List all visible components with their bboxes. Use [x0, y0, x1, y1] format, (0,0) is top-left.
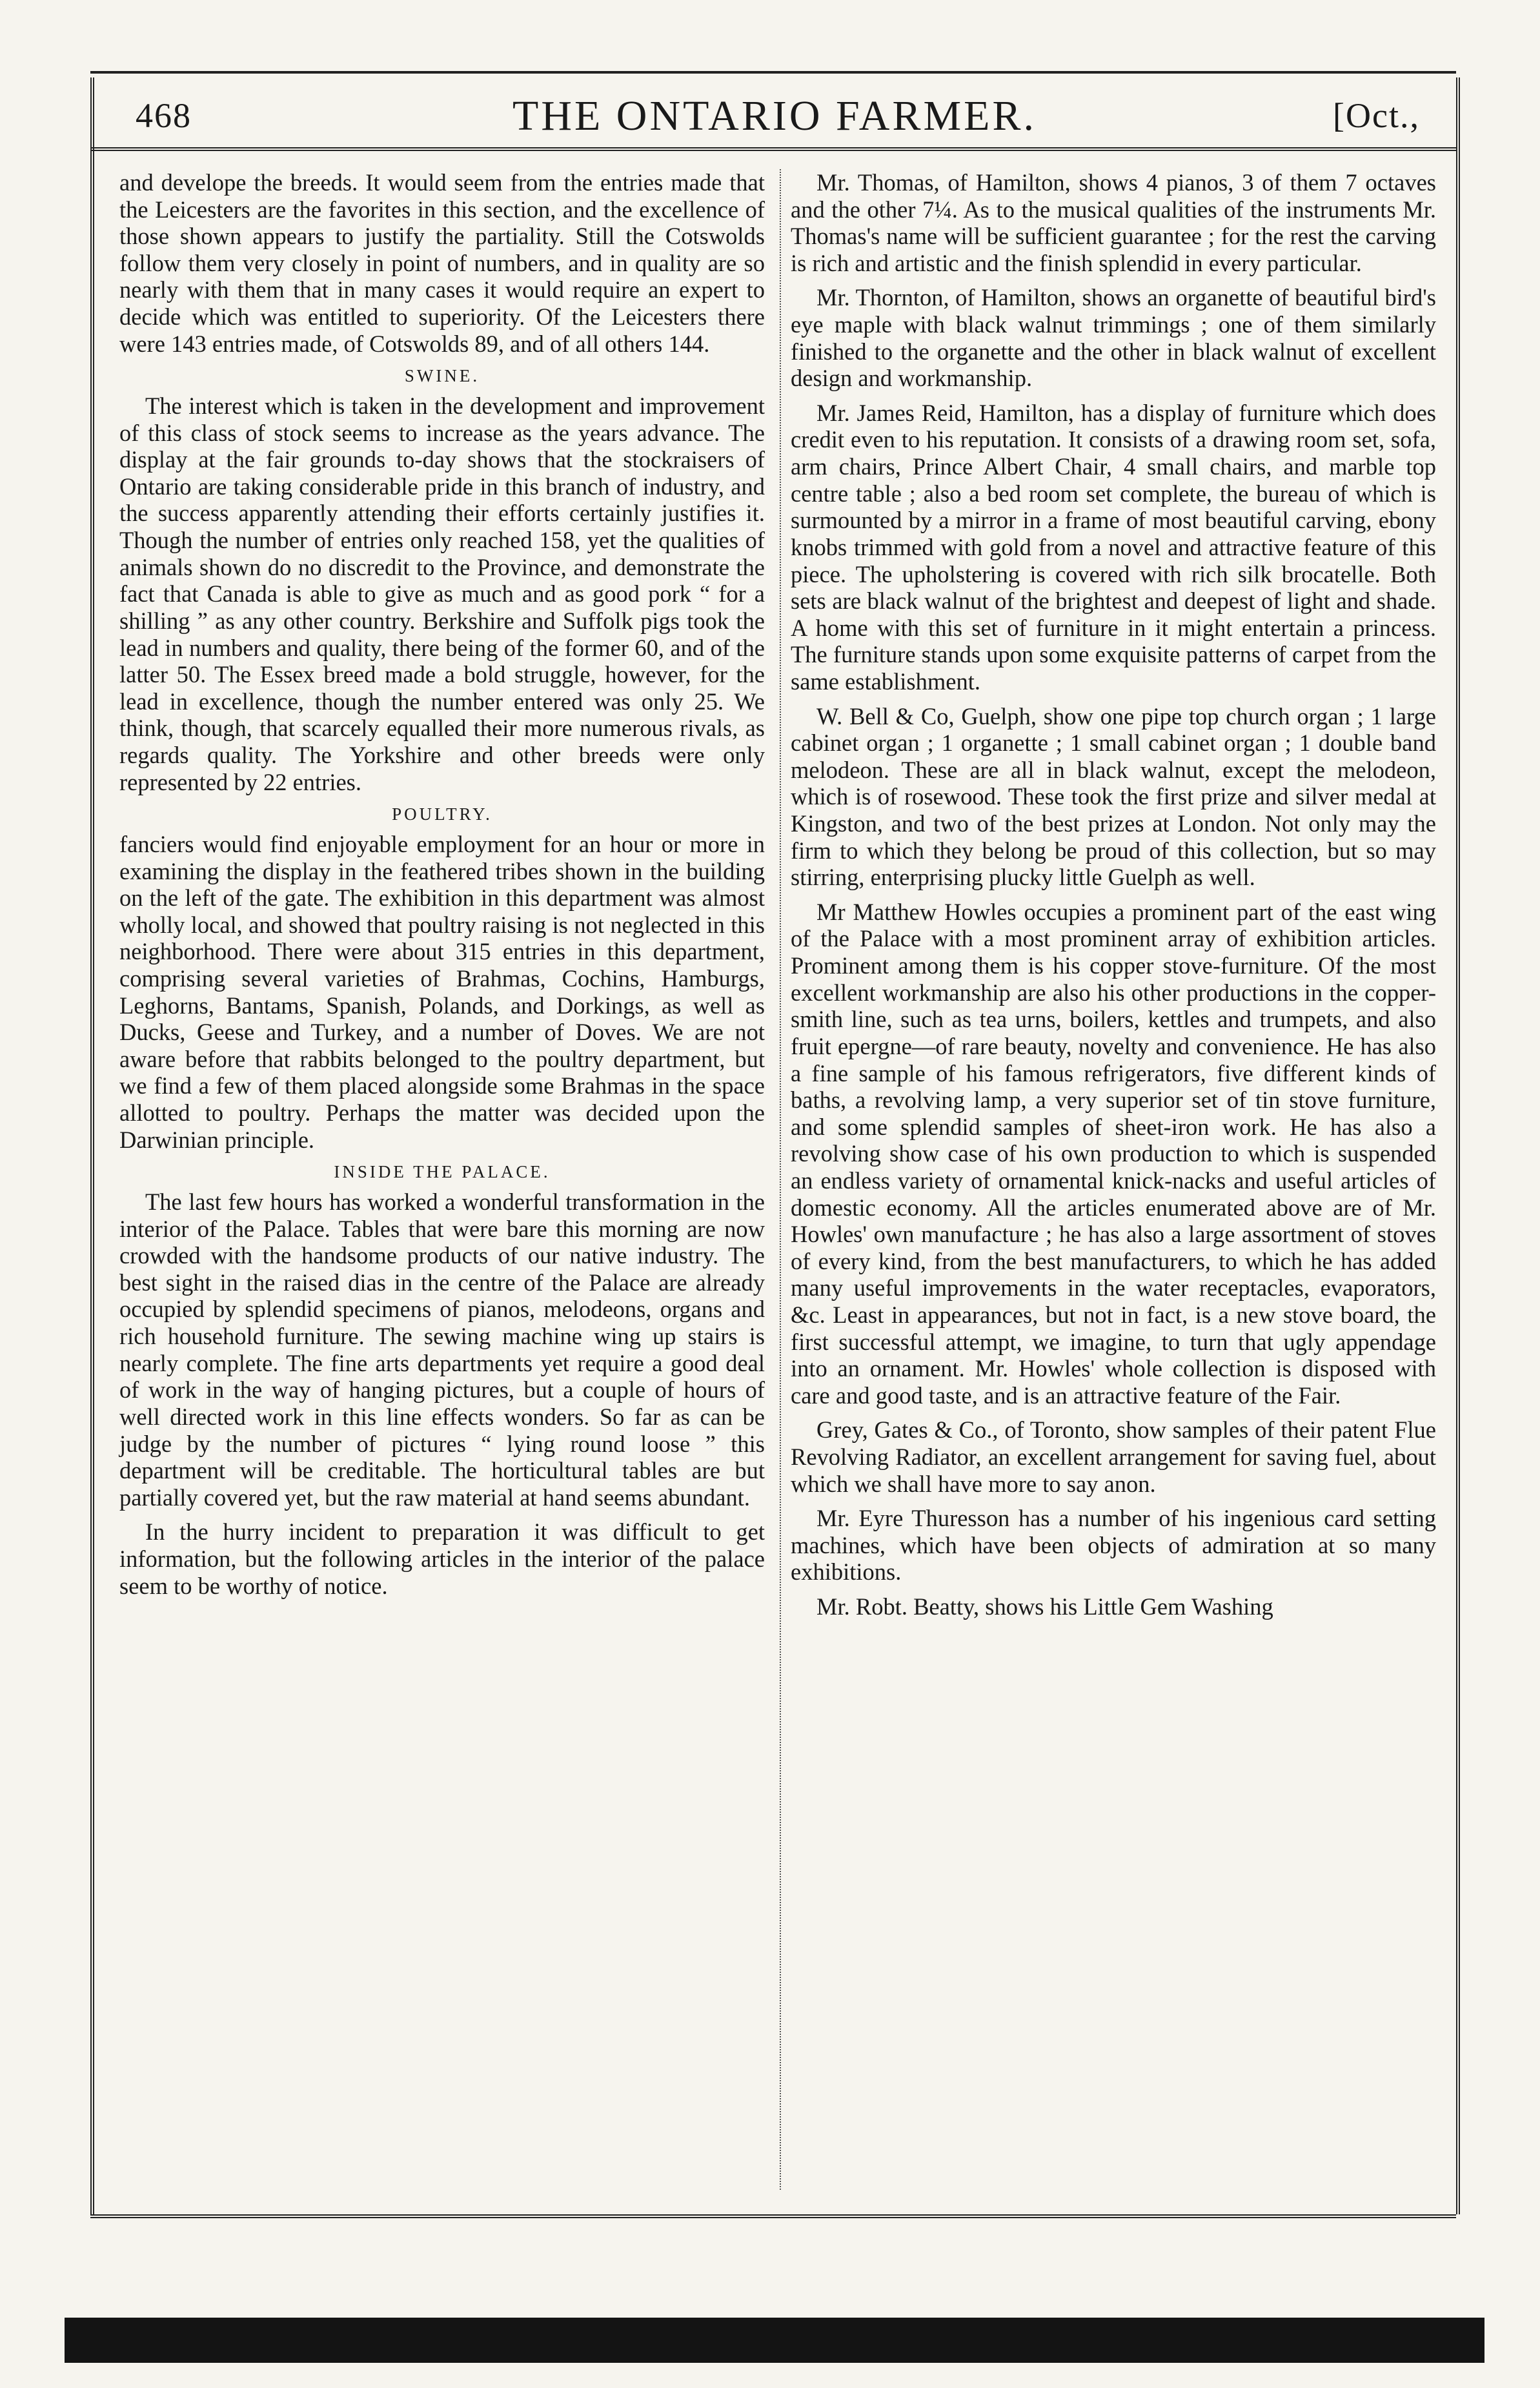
- paragraph-thornton: Mr. Thornton, of Hamilton, shows an organette of beautiful bird's eye maple with black walnut trimmings ; one of them similarly finished to the organette and the other in black walnut of excellent design and workmanship.: [791, 284, 1436, 392]
- header-rule: [90, 147, 1456, 151]
- paragraph-grey: Grey, Gates & Co., of Toronto, show samples of their patent Flue Revolving Radiator, an excellent arrangement for saving fuel, about which we shall have more to say anon.: [791, 1416, 1436, 1497]
- right-column: [791, 169, 1436, 1628]
- page-number: 468: [136, 96, 192, 135]
- paragraph-beatty: Mr. Robt. Beatty, shows his Little Gem Washing: [816, 1593, 1273, 1620]
- page-header: [116, 90, 1433, 142]
- paragraph-poultry: fanciers would find enjoyable employment for an hour or more in examining the display in the feathered tribes shown in the building on the left of the gate. The exhibition in this department was almost wholly local, and showed that poultry raising is not neglected in this neighborhood. There were about 315 entries in this department, comprising several varieties of Brahmas, Cochins, Hamburgs, Leghorns, Bantams, Spanish, Polands, and Dorkings, as well as Ducks, Geese and Turkey, and a number of Doves. We are not aware before that rabbits belonged to the poultry department, but we find a few of them placed alongside some Brahmas in the space allotted to poultry. Perhaps the matter was decided upon the Darwinian principle.: [119, 830, 765, 1153]
- scan-edge-band: [65, 2318, 1484, 2363]
- section-heading-palace: INSIDE THE PALACE.: [334, 1162, 551, 1182]
- paragraph-howles: Mr Matthew Howles occupies a prominent part of the east wing of the Palace with a most prominent array of exhibition articles. Prominent among them is his copper stove-furniture. Of the most excellent workmanship are also his other productions in the copper-smith line, such as tea urns, boilers, kettles and trumpets, and also fruit epergne—of rare beauty, novelty and convenience. He has also a fine sample of his famous refrigerators, five different kinds of baths, a revolving lamp, a very superior set of tin stove furniture, and some splendid samples of sheet-iron work. He has also a revolving show case of his own production to which is suspended an endless variety of ornamental knick-nacks and useful articles of domestic economy. All the articles enumerated above are of Mr. Howles' own manufacture ; he has also a large assortment of stoves of every kind, from the best manufacturers, to which he has added many useful improvements in the water receptacles, evaporators, &c. Least in appearances, but not in fact, is a new stove board, the first successful attempt, we imagine, to turn that ugly appendage into an ornament. Mr. Howles' whole collection is disposed with care and good taste, and is an attractive feature of the Fair.: [791, 898, 1436, 1409]
- paragraph-reid: Mr. James Reid, Hamilton, has a display of furniture which does credit even to his reputation. It consists of a drawing room set, sofa, arm chairs, Prince Albert Chair, 4 small chairs, and marble top centre table ; also a bed room set complete, the bureau of which is surmounted by a mirror in a frame of most beautiful carving, ebony knobs trimmed with gold from a novel and attractive feature of this piece. The upholstering is covered with rich silk brocatelle. Both sets are black walnut of the brightest and deepest of light and shade. A home with this set of furniture in it might entertain a princess. The furniture stands upon some exquisite patterns of carpet from the same establishment.: [791, 399, 1436, 695]
- bottom-rule: [90, 2214, 1456, 2218]
- paragraph-thuresson: Mr. Eyre Thuresson has a number of his ingenious card setting machines, which have been objects of admiration at so many exhibitions.: [791, 1505, 1436, 1586]
- paragraph-breeds: and develope the breeds. It would seem from the entries made that the Leicesters are the favorites in this section, and the excellence of those shown appears to justify the partiality. Still the Cotswolds follow them very closely in point of numbers, and in quality are so nearly with them that in many cases it would require an expert to decide which was entitled to superiority. Of the Leicesters there were 143 entries made, of Cotswolds 89, and of all others 144.: [119, 169, 765, 357]
- journal-title: THE ONTARIO FARMER.: [512, 92, 1037, 139]
- paragraph-palace: The last few hours has worked a wonderful transformation in the interior of the Palace. Tables that were bare this morning are now crowded with the handsome products of our native industry. The best sight in the raised dias in the centre of the Palace are already occupied by splendid specimens of pianos, melodeons, organs and rich household furniture. The sewing machine wing up stairs is nearly complete. The fine arts departments yet require a good deal of work in the way of hanging pictures, but a couple of hours of well directed work in this line effects wonders. So far as can be judge by the number of pictures “ lying round loose ” this department will be creditable. The horticultural tables are but partially covered yet, but the raw material at hand seems abundant.: [119, 1189, 765, 1511]
- top-rule: [90, 71, 1456, 74]
- column-divider: [780, 169, 781, 2190]
- issue-month: [Oct.,: [1333, 96, 1420, 135]
- section-heading-poultry: POULTRY.: [392, 804, 492, 824]
- left-column: [119, 169, 765, 1607]
- paragraph-swine: The interest which is taken in the development and improvement of this class of stock seems to increase as the years advance. The display at the fair grounds to-day shows that the stockraisers of Ontario are taking considerable pride in this branch of industry, and the success apparently attending their efforts certainly justifies it. Though the number of entries only reached 158, yet the qualities of animals shown do no discredit to the Province, and demonstrate the fact that Canada is able to give as much and as good pork “ for a shilling ” as any other country. Berkshire and Suffolk pigs took the lead in numbers and quality, there being of the former 60, and of the latter 50. The Essex breed made a bold struggle, however, for the lead in excellence, though the number entered was only 25. We think, though, that scarcely equalled their more numerous rivals, as regards quality. The Yorkshire and other breeds were only represented by 22 entries.: [119, 393, 765, 795]
- paragraph-thomas: Mr. Thomas, of Hamilton, shows 4 pianos, 3 of them 7 octaves and the other 7¼. As to the musical qualities of the instruments Mr. Thomas's name will be sufficient guarantee ; for the rest the carving is rich and artistic and the finish splendid in every particular.: [791, 169, 1436, 276]
- paragraph-bell: W. Bell & Co, Guelph, show one pipe top church organ ; 1 large cabinet organ ; 1 organette ; 1 small cabinet organ ; 1 double band melodeon. These are all in black walnut, except the melodeon, which is of rosewood. These took the first prize and silver medal at Kingston, and two of the best prizes at London. Not only may the firm to which they belong be proud of this collection, but so may stirring, enterprising plucky little Guelph as well.: [791, 702, 1436, 891]
- paragraph-hurry: In the hurry incident to preparation it was difficult to get information, but the following articles in the interior of the palace seem to be worthy of notice.: [119, 1518, 765, 1599]
- section-heading-swine: SWINE.: [404, 366, 480, 386]
